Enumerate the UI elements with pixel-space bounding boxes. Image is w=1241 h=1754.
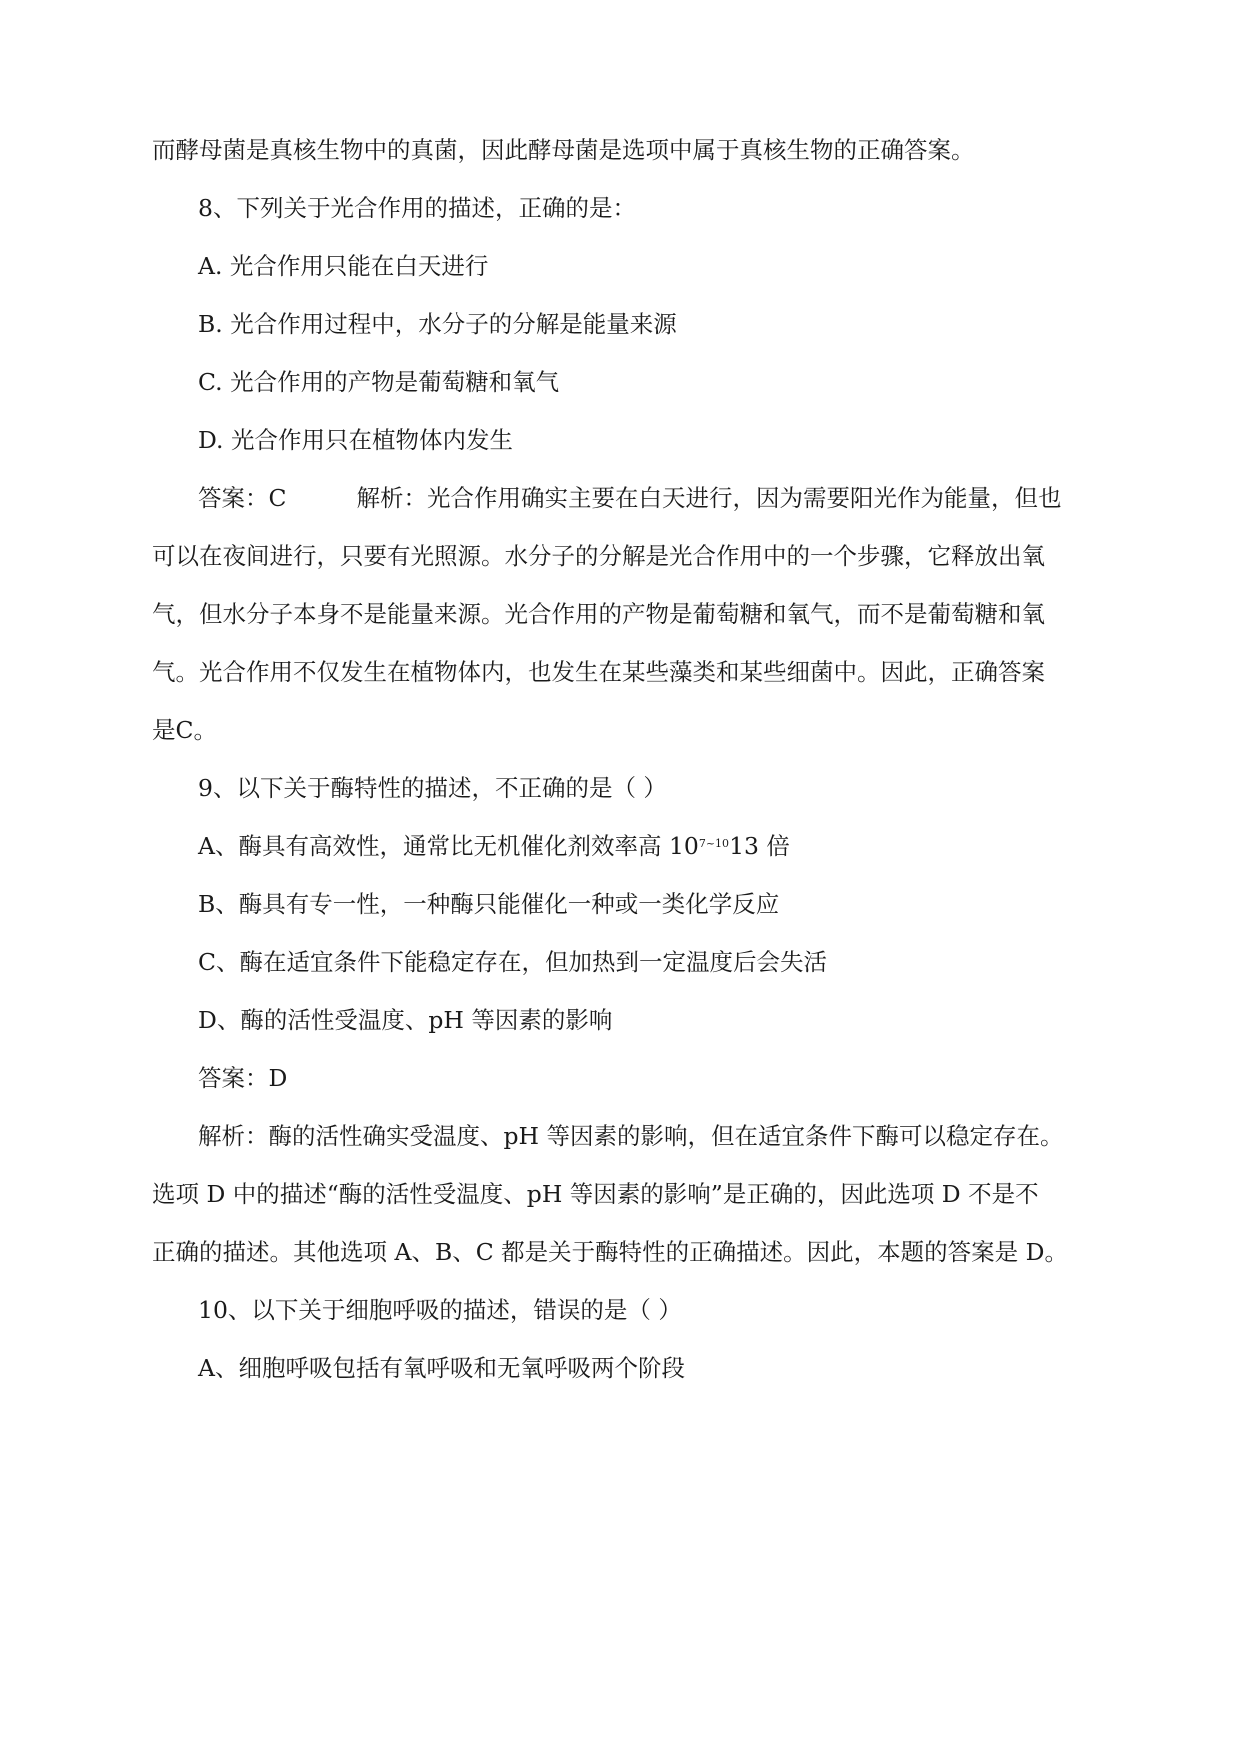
question-8-option-c: C. 光合作用的产物是葡萄糖和氧气	[198, 368, 560, 396]
text-line-yeast-conclusion: 而酵母菌是真核生物中的真菌，因此酵母菌是选项中属于真核生物的正确答案。	[152, 136, 975, 164]
question-8-option-b: B. 光合作用过程中，水分子的分解是能量来源	[198, 310, 677, 338]
question-9-option-a-suffix: 13 倍	[729, 832, 790, 860]
question-8-explanation-line-4: 气。光合作用不仅发生在植物体内，也发生在某些藻类和某些细菌中。因此，正确答案	[152, 658, 1045, 686]
question-8-option-d: D. 光合作用只在植物体内发生	[198, 426, 513, 454]
question-8-explanation-line-5: 是C。	[152, 716, 217, 744]
question-10-option-a: A、细胞呼吸包括有氧呼吸和无氧呼吸两个阶段	[198, 1354, 685, 1382]
question-9-option-d: D、酶的活性受温度、pH 等因素的影响	[198, 1006, 613, 1034]
question-9-option-a	[198, 831, 1102, 861]
question-9-option-c: C、酶在适宜条件下能稳定存在，但加热到一定温度后会失活	[198, 948, 827, 976]
question-8-explanation-line-2: 可以在夜间进行，只要有光照源。水分子的分解是光合作用中的一个步骤，它释放出氧	[152, 542, 1045, 570]
question-9-option-b: B、酶具有专一性，一种酶只能催化一种或一类化学反应	[198, 890, 780, 918]
question-8-answer: 答案：C	[198, 484, 287, 512]
question-9-option-a-exponent: 7~10	[698, 837, 730, 850]
question-10-stem: 10、以下关于细胞呼吸的描述，错误的是（ ）	[198, 1296, 682, 1324]
question-8-option-a: A. 光合作用只能在白天进行	[198, 252, 489, 280]
question-9-explanation-line-2: 选项 D 中的描述“酶的活性受温度、pH 等因素的影响”是正确的，因此选项 D 不是不	[152, 1180, 1039, 1208]
question-9-option-a-text: A、酶具有高效性，通常比无机催化剂效率高 10	[198, 832, 699, 860]
question-9-stem: 9、以下关于酶特性的描述，不正确的是（ ）	[198, 774, 667, 802]
question-9-answer: 答案：D	[198, 1064, 288, 1092]
question-8-explanation-start: 解析：光合作用确实主要在白天进行，因为需要阳光作为能量，但也	[356, 484, 1062, 512]
question-8-stem: 8、下列关于光合作用的描述，正确的是：	[198, 194, 636, 222]
question-9-explanation-line-3: 正确的描述。其他选项 A、B、C 都是关于酶特性的正确描述。因此，本题的答案是 D。	[152, 1238, 1068, 1266]
question-8-explanation-line-3: 气，但水分子本身不是能量来源。光合作用的产物是葡萄糖和氧气，而不是葡萄糖和氧	[152, 600, 1045, 628]
question-9-explanation-line-1: 解析：酶的活性确实受温度、pH 等因素的影响，但在适宜条件下酶可以稳定存在。	[198, 1122, 1064, 1150]
question-8-answer-line	[198, 483, 1102, 513]
